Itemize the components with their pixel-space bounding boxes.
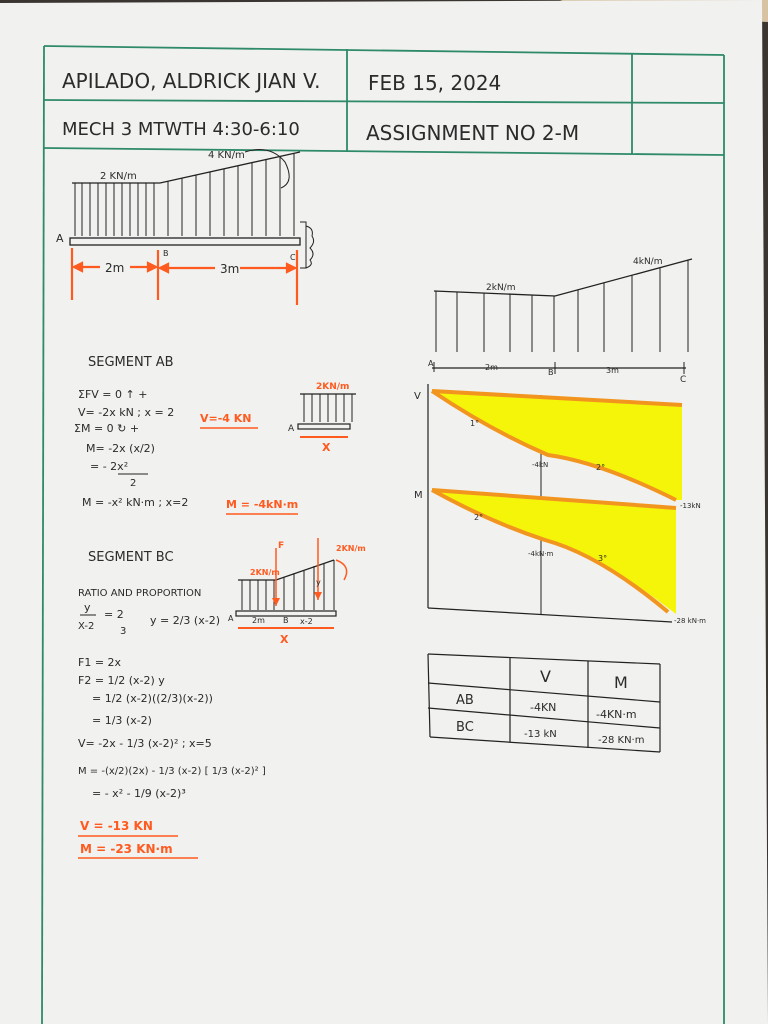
table-row-ab-m: -4KN·m [596, 708, 637, 721]
shear-value-end: -13kN [680, 502, 701, 510]
course-schedule: MECH 3 MTWTH 4:30-6:10 [62, 119, 300, 140]
beam1-load-left: 2 KN/m [100, 171, 137, 182]
fbd-bc-dim-x2: x-2 [300, 617, 313, 626]
segment-bc-v-result: V = -13 KN [80, 819, 153, 833]
shear-degree-1: 1° [470, 419, 480, 428]
student-name: APILADO, ALDRICK JIAN V. [62, 69, 321, 93]
segment-bc-m-result: M = -23 KN·m [80, 842, 173, 856]
moment-value-end: -28 kN·m [674, 617, 706, 625]
shear-axis-label: V [414, 391, 421, 402]
table-row-bc-label: BC [456, 720, 474, 735]
moment-value-b: -4kN·m [528, 550, 554, 558]
fbd-ab-x: X [322, 441, 331, 454]
shear-value-b: -4kN [532, 461, 549, 469]
ratio-2: = 2 [104, 608, 124, 621]
shear-degree-2: 2° [596, 463, 606, 472]
assignment-title: ASSIGNMENT NO 2-M [366, 121, 580, 145]
beam2-load-left: 2kN/m [486, 283, 516, 293]
beam2-point-a: A [428, 359, 434, 368]
beam1-dim-ab: 2m [105, 261, 125, 275]
beam1-point-a: A [56, 232, 64, 245]
moment-degree-2: 3° [598, 554, 608, 563]
moment-axis-label: M [414, 490, 423, 501]
beam1-dim-bc: 3m [220, 262, 240, 276]
force-f2-c: = 1/3 (x-2) [92, 714, 152, 727]
beam2-point-c: C [680, 375, 687, 385]
segment-ab-line2: V= -2x kN ; x = 2 [78, 406, 175, 419]
fbd-bc-force: F [278, 541, 285, 551]
beam2-dim-bc: 3m [606, 366, 619, 375]
fbd-ab-point-a: A [288, 424, 295, 434]
force-f2-b: = 1/2 (x-2)((2/3)(x-2)) [92, 692, 213, 705]
beam1-load-right: 4 KN/m [208, 150, 245, 161]
beam2-point-b: B [548, 368, 554, 377]
segment-ab-v-result: V=-4 KN [200, 412, 252, 425]
segment-ab-line4: M= -2x (x/2) [86, 442, 155, 455]
shear-equation: V= -2x - 1/3 (x-2)² ; x=5 [78, 737, 212, 750]
segment-ab-line5-den: 2 [130, 478, 137, 489]
segment-ab-m-result: M = -4kN·m [226, 498, 299, 511]
date: FEB 15, 2024 [368, 71, 502, 95]
table-header-v: V [540, 667, 551, 686]
segment-bc-title: SEGMENT BC [88, 550, 174, 565]
beam1-point-b: B [163, 249, 169, 258]
ratio-heading: RATIO AND PROPORTION [78, 588, 202, 599]
segment-ab-line6: M = -x² kN·m ; x=2 [82, 496, 189, 509]
fbd-ab-load: 2KN/m [316, 382, 350, 392]
force-f1: F1 = 2x [78, 656, 122, 669]
ratio-y: y [84, 601, 91, 614]
moment-equation-2: = - x² - 1/9 (x-2)³ [92, 787, 186, 800]
segment-ab-title: SEGMENT AB [88, 355, 174, 370]
table-row-bc-m: -28 KN·m [598, 735, 645, 746]
fbd-bc-point-a: A [228, 614, 234, 623]
fbd-bc-dim-2m: 2m [252, 616, 265, 625]
moment-degree-1: 2° [474, 513, 484, 522]
fbd-bc-load-right: 2KN/m [336, 544, 366, 553]
fbd-bc-point-b: B [283, 616, 289, 625]
fbd-bc-x: X [280, 633, 289, 646]
moment-equation-1: M = -(x/2)(2x) - 1/3 (x-2) [ 1/3 (x-2)² ] [78, 766, 266, 777]
ratio-3: 3 [120, 626, 127, 637]
ratio-x2: X-2 [78, 621, 95, 632]
table-row-ab-v: -4KN [530, 701, 557, 714]
table-row-ab-label: AB [456, 693, 474, 708]
fbd-bc-load-left: 2KN/m [250, 568, 280, 577]
segment-ab-line1: ΣFV = 0 ↑ + [78, 388, 148, 401]
segment-ab-line5: = - 2x² [90, 460, 129, 473]
beam2-load-right: 4kN/m [633, 257, 663, 267]
fbd-bc-y: y [316, 578, 321, 587]
table-row-bc-v: -13 kN [524, 729, 557, 740]
ratio-y-eq: y = 2/3 (x-2) [150, 614, 220, 627]
beam2-dim-ab: 2m [485, 363, 498, 372]
beam1-point-c: C [290, 253, 296, 262]
force-f2-a: F2 = 1/2 (x-2) y [78, 674, 165, 687]
table-header-m: M [614, 673, 628, 692]
segment-ab-line3: ΣM = 0 ↻ + [74, 422, 140, 435]
